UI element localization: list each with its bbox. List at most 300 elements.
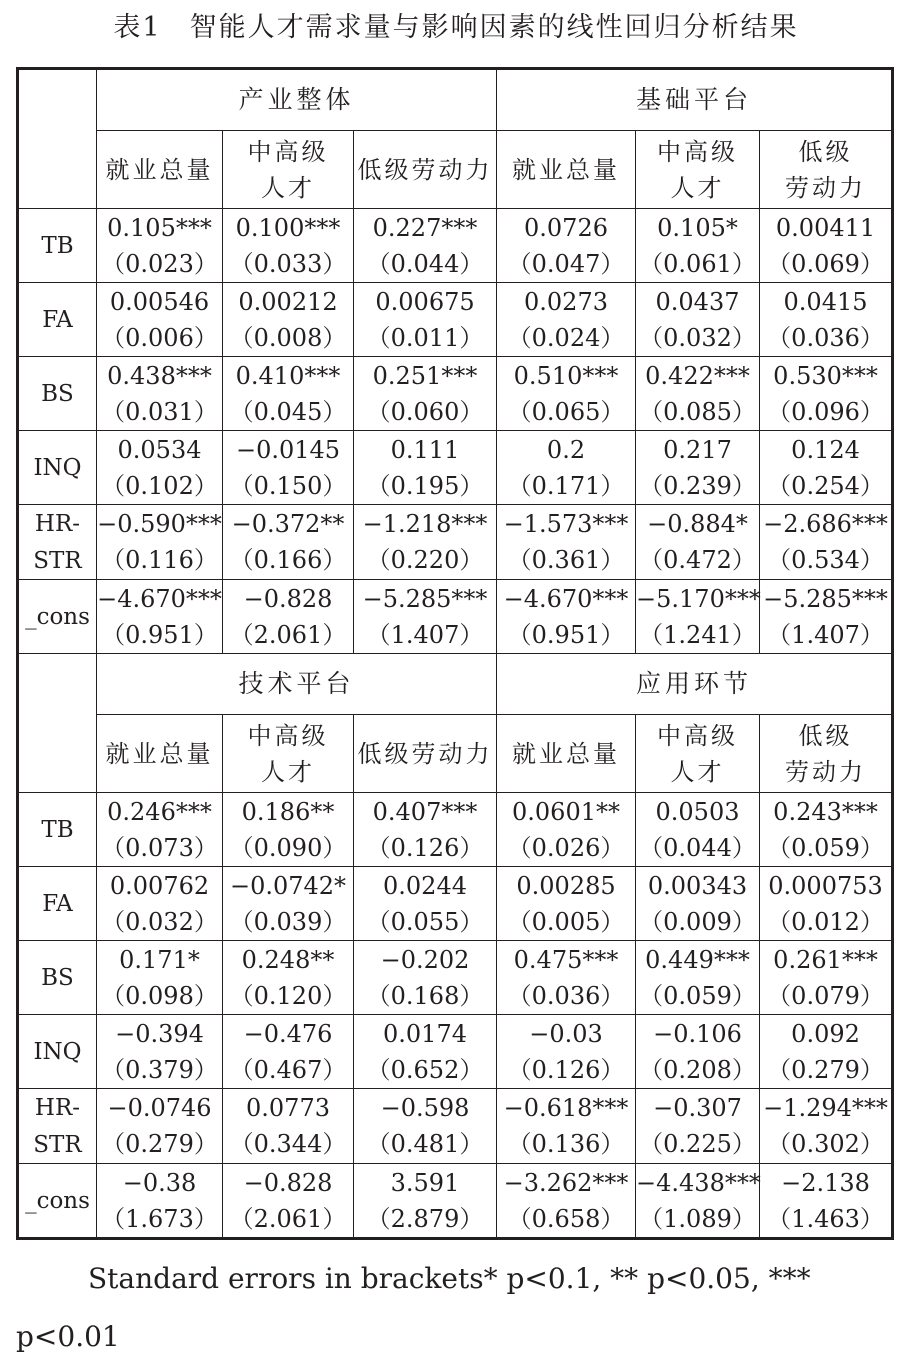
coefficient: 0.475*** bbox=[513, 945, 619, 974]
sub-header-row bbox=[18, 715, 893, 793]
standard-error: （0.039） bbox=[229, 907, 347, 936]
standard-error: （0.065） bbox=[507, 397, 625, 426]
coefficient: 0.449*** bbox=[645, 945, 750, 974]
value-cell bbox=[497, 941, 636, 1015]
column-header-label: 低级劳动力 bbox=[357, 155, 493, 184]
variable-cell bbox=[18, 431, 97, 505]
column-header bbox=[97, 715, 223, 793]
column-header bbox=[760, 131, 893, 209]
standard-error: （1.673） bbox=[101, 1204, 218, 1233]
standard-error: （0.024） bbox=[507, 323, 625, 352]
coefficient: −0.03 bbox=[529, 1019, 603, 1048]
table-row bbox=[18, 1089, 893, 1164]
standard-error: （0.073） bbox=[101, 833, 218, 862]
standard-error: （0.254） bbox=[767, 471, 884, 500]
value-cell bbox=[223, 357, 354, 431]
standard-error: （0.302） bbox=[767, 1130, 884, 1158]
variable-name: BS bbox=[41, 381, 74, 407]
value-cell bbox=[497, 283, 636, 357]
column-header-label: 中高级 bbox=[657, 137, 739, 166]
group-header-row bbox=[18, 69, 893, 131]
coefficient: −5.170*** bbox=[636, 584, 761, 613]
coefficient: 0.105* bbox=[657, 213, 738, 242]
value-cell bbox=[97, 1015, 223, 1089]
regression-table bbox=[16, 67, 894, 1240]
coefficient: 0.2 bbox=[546, 435, 586, 464]
corner-cell bbox=[18, 654, 97, 793]
coefficient: −5.285*** bbox=[763, 584, 888, 613]
standard-error: （0.031） bbox=[101, 397, 218, 426]
standard-error: （0.102） bbox=[101, 471, 218, 500]
value-cell bbox=[497, 357, 636, 431]
value-cell bbox=[760, 793, 893, 867]
value-cell bbox=[354, 867, 497, 941]
coefficient: 0.0244 bbox=[383, 871, 467, 900]
coefficient: 0.217 bbox=[663, 435, 732, 464]
coefficient: −4.438*** bbox=[636, 1168, 761, 1197]
coefficient: 0.000753 bbox=[768, 871, 883, 900]
variable-name: STR bbox=[33, 1132, 82, 1158]
coefficient: −0.590*** bbox=[97, 510, 222, 538]
coefficient: 0.0534 bbox=[117, 435, 202, 464]
standard-error: （0.171） bbox=[507, 471, 625, 500]
coefficient: 0.00546 bbox=[109, 287, 210, 316]
coefficient: 0.00343 bbox=[647, 871, 748, 900]
standard-error: （0.061） bbox=[639, 249, 756, 278]
value-cell bbox=[760, 505, 893, 580]
value-cell bbox=[223, 941, 354, 1015]
coefficient: 0.407*** bbox=[372, 797, 478, 826]
column-header bbox=[97, 131, 223, 209]
standard-error: （0.225） bbox=[639, 1130, 756, 1158]
column-header bbox=[354, 715, 497, 793]
coefficient: 0.111 bbox=[390, 435, 460, 464]
standard-error: （0.951） bbox=[101, 620, 218, 649]
coefficient: 0.438*** bbox=[107, 361, 212, 390]
coefficient: 0.0503 bbox=[655, 797, 740, 826]
column-header-label: 人才 bbox=[261, 173, 315, 202]
standard-error: （0.055） bbox=[366, 907, 484, 936]
coefficient: 0.261*** bbox=[773, 945, 878, 974]
coefficient: −0.476 bbox=[243, 1019, 333, 1048]
column-header-label: 人才 bbox=[261, 757, 315, 786]
standard-error: （2.061） bbox=[229, 1204, 347, 1233]
column-header-label: 就业总量 bbox=[105, 739, 214, 768]
standard-error: （0.658） bbox=[507, 1204, 625, 1233]
value-cell bbox=[497, 580, 636, 654]
coefficient: 0.186** bbox=[241, 797, 335, 826]
variable-cell bbox=[18, 580, 97, 654]
standard-error: （1.407） bbox=[366, 620, 484, 649]
table-row bbox=[18, 1164, 893, 1239]
group-header bbox=[497, 69, 893, 131]
standard-error: （0.059） bbox=[639, 981, 756, 1010]
value-cell bbox=[636, 209, 760, 283]
standard-error: （0.069） bbox=[767, 249, 884, 278]
group-header bbox=[97, 654, 497, 715]
footnote: Standard errors in brackets* p<0.1, ** p<0.05, *** p<0.01 bbox=[16, 1262, 811, 1353]
value-cell bbox=[354, 283, 497, 357]
group-header-label: 技术平台 bbox=[238, 669, 355, 698]
column-header bbox=[223, 715, 354, 793]
coefficient: 0.510*** bbox=[513, 361, 619, 390]
coefficient: 0.171* bbox=[119, 945, 200, 974]
table-number: 表1 bbox=[113, 12, 162, 43]
value-cell bbox=[497, 431, 636, 505]
coefficient: −0.828 bbox=[243, 1168, 333, 1197]
table-row bbox=[18, 941, 893, 1015]
column-header bbox=[636, 715, 760, 793]
value-cell bbox=[760, 1089, 893, 1164]
value-cell bbox=[760, 941, 893, 1015]
standard-error: （0.006） bbox=[101, 323, 218, 352]
standard-error: （1.407） bbox=[767, 620, 884, 649]
value-cell bbox=[760, 209, 893, 283]
standard-error: （0.279） bbox=[767, 1055, 884, 1084]
value-cell bbox=[354, 1089, 497, 1164]
value-cell bbox=[223, 209, 354, 283]
coefficient: −3.262*** bbox=[503, 1168, 629, 1197]
coefficient: 0.243*** bbox=[773, 797, 878, 826]
variable-name: TB bbox=[41, 233, 74, 259]
column-header-label: 低级 bbox=[798, 137, 853, 166]
variable-name: HR- bbox=[34, 511, 81, 537]
variable-cell bbox=[18, 941, 97, 1015]
standard-error: （0.239） bbox=[639, 471, 756, 500]
coefficient: 0.227*** bbox=[372, 213, 478, 242]
standard-error: （1.463） bbox=[767, 1204, 884, 1233]
coefficient: 3.591 bbox=[390, 1168, 460, 1197]
coefficient: 0.124 bbox=[791, 435, 860, 464]
value-cell bbox=[636, 1015, 760, 1089]
table-row bbox=[18, 793, 893, 867]
standard-error: （0.012） bbox=[767, 907, 884, 936]
coefficient: −0.307 bbox=[653, 1094, 742, 1122]
value-cell bbox=[97, 505, 223, 580]
value-cell bbox=[760, 357, 893, 431]
coefficient: 0.248** bbox=[241, 945, 335, 974]
table-row bbox=[18, 431, 893, 505]
value-cell bbox=[636, 283, 760, 357]
coefficient: 0.422*** bbox=[645, 361, 750, 390]
standard-error: （2.879） bbox=[366, 1204, 484, 1233]
value-cell bbox=[497, 1015, 636, 1089]
column-header-label: 低级 bbox=[798, 721, 853, 750]
column-header-label: 就业总量 bbox=[512, 739, 621, 768]
standard-error: （0.032） bbox=[101, 907, 218, 936]
table-row bbox=[18, 580, 893, 654]
variable-name: TB bbox=[41, 817, 74, 843]
value-cell bbox=[354, 357, 497, 431]
value-cell bbox=[354, 1164, 497, 1239]
coefficient: −0.38 bbox=[122, 1168, 197, 1197]
variable-name: STR bbox=[33, 548, 82, 574]
table-row bbox=[18, 1015, 893, 1089]
coefficient: −2.686*** bbox=[763, 510, 888, 538]
table-caption bbox=[0, 6, 912, 50]
group-header-label: 产业整体 bbox=[238, 85, 355, 114]
value-cell bbox=[760, 1015, 893, 1089]
value-cell bbox=[497, 505, 636, 580]
value-cell bbox=[223, 431, 354, 505]
coefficient: 0.0437 bbox=[655, 287, 740, 316]
standard-error: （0.023） bbox=[101, 249, 218, 278]
value-cell bbox=[97, 283, 223, 357]
column-header-label: 劳动力 bbox=[785, 757, 867, 786]
standard-error: （0.098） bbox=[101, 981, 218, 1010]
column-header bbox=[223, 131, 354, 209]
coefficient: −4.670*** bbox=[97, 584, 222, 613]
standard-error: （0.009） bbox=[639, 907, 756, 936]
standard-error: （0.344） bbox=[229, 1130, 347, 1158]
value-cell bbox=[354, 431, 497, 505]
coefficient: 0.0773 bbox=[246, 1094, 330, 1122]
variable-cell bbox=[18, 793, 97, 867]
coefficient: −1.294*** bbox=[763, 1094, 888, 1122]
value-cell bbox=[636, 580, 760, 654]
coefficient: −2.138 bbox=[781, 1168, 870, 1197]
column-header bbox=[636, 131, 760, 209]
coefficient: −1.218*** bbox=[362, 510, 488, 538]
column-header bbox=[497, 715, 636, 793]
value-cell bbox=[223, 867, 354, 941]
coefficient: 0.0415 bbox=[783, 287, 868, 316]
value-cell bbox=[760, 580, 893, 654]
variable-name: FA bbox=[42, 891, 73, 917]
column-header-label: 就业总量 bbox=[105, 155, 214, 184]
standard-error: （0.090） bbox=[229, 833, 347, 862]
standard-error: （0.036） bbox=[507, 981, 625, 1010]
column-header-label: 人才 bbox=[670, 173, 725, 202]
value-cell bbox=[97, 431, 223, 505]
variable-cell bbox=[18, 357, 97, 431]
coefficient: −4.670*** bbox=[503, 584, 629, 613]
standard-error: （0.120） bbox=[229, 981, 347, 1010]
standard-error: （0.045） bbox=[229, 397, 347, 426]
value-cell bbox=[636, 431, 760, 505]
value-cell bbox=[636, 793, 760, 867]
coefficient: −1.573*** bbox=[503, 510, 629, 538]
coefficient: −0.618*** bbox=[503, 1094, 629, 1122]
variable-cell bbox=[18, 283, 97, 357]
value-cell bbox=[223, 580, 354, 654]
coefficient: −0.0742* bbox=[229, 871, 347, 900]
value-cell bbox=[223, 1015, 354, 1089]
coefficient: 0.530*** bbox=[773, 361, 878, 390]
standard-error: （0.361） bbox=[507, 546, 625, 574]
coefficient: 0.00285 bbox=[516, 871, 616, 900]
table-row bbox=[18, 505, 893, 580]
column-header-label: 中高级 bbox=[247, 721, 329, 750]
value-cell bbox=[223, 793, 354, 867]
column-header-label: 人才 bbox=[670, 757, 725, 786]
standard-error: （0.126） bbox=[507, 1055, 625, 1084]
standard-error: （0.085） bbox=[639, 397, 756, 426]
value-cell bbox=[497, 867, 636, 941]
variable-name: HR- bbox=[34, 1095, 81, 1121]
standard-error: （0.011） bbox=[366, 323, 484, 352]
value-cell bbox=[97, 357, 223, 431]
value-cell bbox=[497, 1164, 636, 1239]
corner-cell bbox=[18, 69, 97, 209]
value-cell bbox=[223, 1089, 354, 1164]
variable-cell bbox=[18, 209, 97, 283]
standard-error: （0.116） bbox=[101, 546, 218, 574]
coefficient: 0.251*** bbox=[372, 361, 478, 390]
variable-name: _cons bbox=[25, 1188, 90, 1214]
standard-error: （0.166） bbox=[229, 546, 347, 574]
standard-error: （0.044） bbox=[366, 249, 484, 278]
coefficient: 0.246*** bbox=[107, 797, 212, 826]
table-row bbox=[18, 867, 893, 941]
value-cell bbox=[636, 1164, 760, 1239]
standard-error: （0.951） bbox=[507, 620, 625, 649]
table-title: 智能人才需求量与影响因素的线性回归分析结果 bbox=[189, 12, 799, 43]
group-header-row bbox=[18, 654, 893, 715]
standard-error: （0.208） bbox=[639, 1055, 756, 1084]
value-cell bbox=[760, 867, 893, 941]
coefficient: 0.00762 bbox=[109, 871, 210, 900]
variable-name: FA bbox=[42, 307, 73, 333]
group-header bbox=[497, 654, 893, 715]
value-cell bbox=[760, 431, 893, 505]
value-cell bbox=[97, 209, 223, 283]
column-header-label: 劳动力 bbox=[785, 173, 867, 202]
variable-name: INQ bbox=[33, 455, 82, 481]
value-cell bbox=[223, 1164, 354, 1239]
coefficient: −0.598 bbox=[380, 1094, 470, 1122]
variable-cell bbox=[18, 867, 97, 941]
coefficient: −0.394 bbox=[115, 1019, 204, 1048]
value-cell bbox=[497, 1089, 636, 1164]
standard-error: （0.079） bbox=[767, 981, 884, 1010]
value-cell bbox=[636, 357, 760, 431]
value-cell bbox=[223, 505, 354, 580]
value-cell bbox=[97, 941, 223, 1015]
standard-error: （0.168） bbox=[366, 981, 484, 1010]
coefficient: 0.0273 bbox=[524, 287, 608, 316]
standard-error: （0.008） bbox=[229, 323, 347, 352]
coefficient: −0.106 bbox=[653, 1019, 742, 1048]
coefficient: 0.410*** bbox=[235, 361, 341, 390]
standard-error: （0.379） bbox=[101, 1055, 218, 1084]
sub-header-row bbox=[18, 131, 893, 209]
standard-error: （0.150） bbox=[229, 471, 347, 500]
standard-error: （0.136） bbox=[507, 1130, 625, 1158]
group-header-label: 基础平台 bbox=[636, 85, 753, 114]
standard-error: （0.044） bbox=[639, 833, 756, 862]
table-row bbox=[18, 283, 893, 357]
value-cell bbox=[497, 209, 636, 283]
standard-error: （0.060） bbox=[366, 397, 484, 426]
value-cell bbox=[354, 209, 497, 283]
standard-error: （0.481） bbox=[366, 1130, 484, 1158]
value-cell bbox=[760, 1164, 893, 1239]
column-header-label: 中高级 bbox=[247, 137, 329, 166]
value-cell bbox=[354, 941, 497, 1015]
column-header-label: 低级劳动力 bbox=[357, 739, 493, 768]
coefficient: −0.202 bbox=[380, 945, 470, 974]
regression-table-body bbox=[18, 69, 893, 1239]
coefficient: 0.00212 bbox=[238, 287, 338, 316]
table-row bbox=[18, 209, 893, 283]
column-header bbox=[354, 131, 497, 209]
standard-error: （1.241） bbox=[639, 620, 756, 649]
coefficient: 0.0726 bbox=[524, 213, 608, 242]
column-header-label: 中高级 bbox=[657, 721, 739, 750]
coefficient: 0.100*** bbox=[235, 213, 341, 242]
value-cell bbox=[354, 793, 497, 867]
value-cell bbox=[97, 1089, 223, 1164]
variable-cell bbox=[18, 1089, 97, 1164]
table-row bbox=[18, 357, 893, 431]
coefficient: −5.285*** bbox=[362, 584, 488, 613]
value-cell bbox=[636, 1089, 760, 1164]
variable-cell bbox=[18, 505, 97, 580]
standard-error: （0.126） bbox=[366, 833, 484, 862]
group-header bbox=[97, 69, 497, 131]
coefficient: 0.0601** bbox=[512, 797, 620, 826]
standard-error: （0.005） bbox=[507, 907, 625, 936]
value-cell bbox=[97, 1164, 223, 1239]
coefficient: −0.884* bbox=[647, 510, 748, 538]
standard-error: （0.652） bbox=[366, 1055, 484, 1084]
standard-error: （0.032） bbox=[639, 323, 756, 352]
variable-name: INQ bbox=[33, 1039, 82, 1065]
variable-name: BS bbox=[41, 965, 74, 991]
value-cell bbox=[354, 505, 497, 580]
column-header-label: 就业总量 bbox=[512, 155, 621, 184]
coefficient: 0.092 bbox=[791, 1019, 860, 1048]
value-cell bbox=[636, 867, 760, 941]
standard-error: （0.534） bbox=[767, 546, 884, 574]
standard-error: （2.061） bbox=[229, 620, 347, 649]
value-cell bbox=[636, 941, 760, 1015]
coefficient: −0.828 bbox=[243, 584, 333, 613]
value-cell bbox=[497, 793, 636, 867]
variable-cell bbox=[18, 1015, 97, 1089]
standard-error: （0.026） bbox=[507, 833, 625, 862]
standard-error: （0.036） bbox=[767, 323, 884, 352]
standard-error: （0.033） bbox=[229, 249, 347, 278]
variable-cell bbox=[18, 1164, 97, 1239]
coefficient: 0.00675 bbox=[375, 287, 475, 316]
standard-error: （0.195） bbox=[366, 471, 484, 500]
standard-error: （1.089） bbox=[639, 1204, 756, 1233]
coefficient: 0.00411 bbox=[775, 213, 876, 242]
standard-error: （0.096） bbox=[767, 397, 884, 426]
group-header-label: 应用环节 bbox=[636, 669, 753, 698]
standard-error: （0.467） bbox=[229, 1055, 347, 1084]
value-cell bbox=[97, 793, 223, 867]
standard-error: （0.472） bbox=[639, 546, 756, 574]
value-cell bbox=[636, 505, 760, 580]
value-cell bbox=[354, 1015, 497, 1089]
value-cell bbox=[760, 283, 893, 357]
standard-error: （0.047） bbox=[507, 249, 625, 278]
value-cell bbox=[97, 580, 223, 654]
standard-error: （0.279） bbox=[101, 1130, 218, 1158]
coefficient: 0.0174 bbox=[383, 1019, 467, 1048]
coefficient: −0.372** bbox=[231, 510, 345, 538]
coefficient: −0.0746 bbox=[107, 1094, 212, 1122]
column-header bbox=[760, 715, 893, 793]
value-cell bbox=[97, 867, 223, 941]
standard-error: （0.220） bbox=[366, 546, 484, 574]
coefficient: 0.105*** bbox=[107, 213, 212, 242]
value-cell bbox=[354, 580, 497, 654]
column-header bbox=[497, 131, 636, 209]
